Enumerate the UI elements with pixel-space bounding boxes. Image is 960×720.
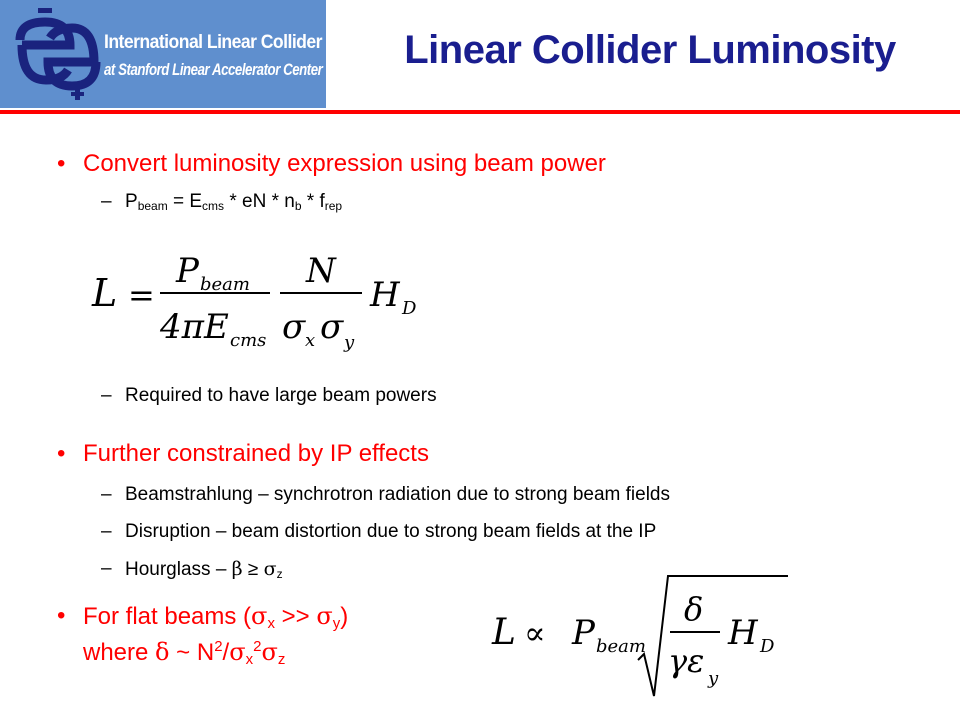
flat-delta: δ [155, 638, 170, 666]
eq1-x: x [305, 330, 316, 351]
sub-dash: – [101, 191, 112, 212]
hourglass-z: z [276, 567, 283, 581]
flat-y: y [332, 615, 341, 632]
bullet-3-line-2 [83, 638, 285, 668]
flat-gtgt: >> [274, 603, 317, 630]
eq2-gamma-eps: γε [668, 642, 705, 680]
pbeam-p: P [125, 191, 138, 212]
flat-close: ) [340, 603, 349, 630]
eq2-P-sub: beam [596, 636, 646, 657]
eq1-sigma-x: σ [282, 307, 306, 347]
logo-line-2: at Stanford Linear Accelerator Center [104, 60, 323, 79]
eq1-N: N [306, 251, 336, 291]
flat-sq2: 2 [253, 638, 262, 655]
eq1-equals: = [128, 276, 155, 314]
sub-disruption-text: Disruption – beam distortion due to strong beam fields at the IP [125, 521, 657, 542]
bullet-1 [57, 150, 606, 178]
bullet-2-text: Further constrained by IP effects [83, 440, 429, 467]
hourglass-sigma: σ [263, 558, 277, 580]
bullet-dot: • [57, 440, 66, 467]
title-divider [0, 110, 960, 114]
logo-line-1: International Linear Collider [104, 32, 322, 53]
sub-beamstrahlung-text: Beamstrahlung – synchrotron radiation due to strong beam fields [125, 484, 670, 505]
eq2-P: P [572, 613, 595, 653]
sub-dash: – [101, 558, 112, 579]
flat-where: where [83, 639, 156, 666]
bullet-2 [57, 440, 429, 468]
eq1-P: P [176, 251, 199, 291]
eq2-H: H [728, 613, 758, 653]
pbeam-sub-cms: cms [202, 199, 225, 213]
eq1-L: L [92, 271, 118, 315]
pbeam-f: * f [301, 191, 325, 212]
hourglass-ge: ≥ [242, 559, 264, 580]
sub-hourglass [101, 558, 283, 581]
eq2-delta: δ [684, 590, 704, 628]
flat-slash: / [222, 639, 230, 666]
eq1-P-sub: beam [200, 274, 250, 295]
sub-pbeam [101, 191, 343, 213]
eq2-y: y [708, 668, 719, 689]
flat-sigma-y: σ [316, 602, 333, 630]
pbeam-sub-b: b [294, 199, 302, 213]
sub-required [101, 385, 437, 407]
bullet-1-text: Convert luminosity expression using beam power [83, 150, 606, 177]
pbeam-sub-rep: rep [324, 199, 343, 213]
sub-dash: – [101, 484, 112, 505]
eq1-cms: cms [230, 330, 267, 351]
eq2-L: L [492, 612, 516, 653]
slide-title: Linear Collider Luminosity [404, 28, 896, 72]
bullet-dot: • [57, 150, 66, 177]
bullet-dot: • [57, 602, 66, 629]
eq2-D: D [760, 636, 775, 657]
luminosity-proportionality-equation [488, 572, 788, 702]
eq1-y: y [344, 332, 355, 353]
sub-dash: – [101, 521, 112, 542]
pbeam-sub-beam: beam [137, 199, 168, 213]
flat-z: z [277, 651, 286, 668]
pbeam-mid: * eN * n [224, 191, 295, 212]
flat-sigma-z: σ [261, 638, 278, 666]
eq1-D: D [402, 298, 417, 319]
bullet-3 [57, 602, 349, 632]
hourglass-beta: β [231, 558, 243, 580]
ilc-slac-logo [0, 0, 326, 108]
eq1-sigma-y: σ [320, 307, 344, 347]
eq1-H: H [370, 275, 400, 315]
flat-prefix: For flat beams ( [83, 603, 252, 630]
hourglass-prefix: Hourglass – [125, 559, 232, 580]
flat-sq: 2 [214, 638, 223, 655]
sub-disruption [101, 521, 657, 543]
ee-logo-icon [0, 0, 326, 108]
sub-dash: – [101, 385, 112, 406]
flat-x2: x [245, 651, 254, 668]
pbeam-eq: = E [167, 191, 203, 212]
luminosity-equation [90, 244, 450, 354]
sub-required-text: Required to have large beam powers [125, 385, 437, 406]
flat-tilde-N: ~ N [169, 639, 215, 666]
flat-x: x [267, 615, 275, 632]
eq1-4piE: 4πE [160, 307, 229, 347]
sub-beamstrahlung [101, 484, 670, 506]
flat-sigma-x: σ [251, 602, 268, 630]
flat-sigma-x2: σ [229, 638, 246, 666]
eq2-propto: ∝ [524, 614, 546, 652]
